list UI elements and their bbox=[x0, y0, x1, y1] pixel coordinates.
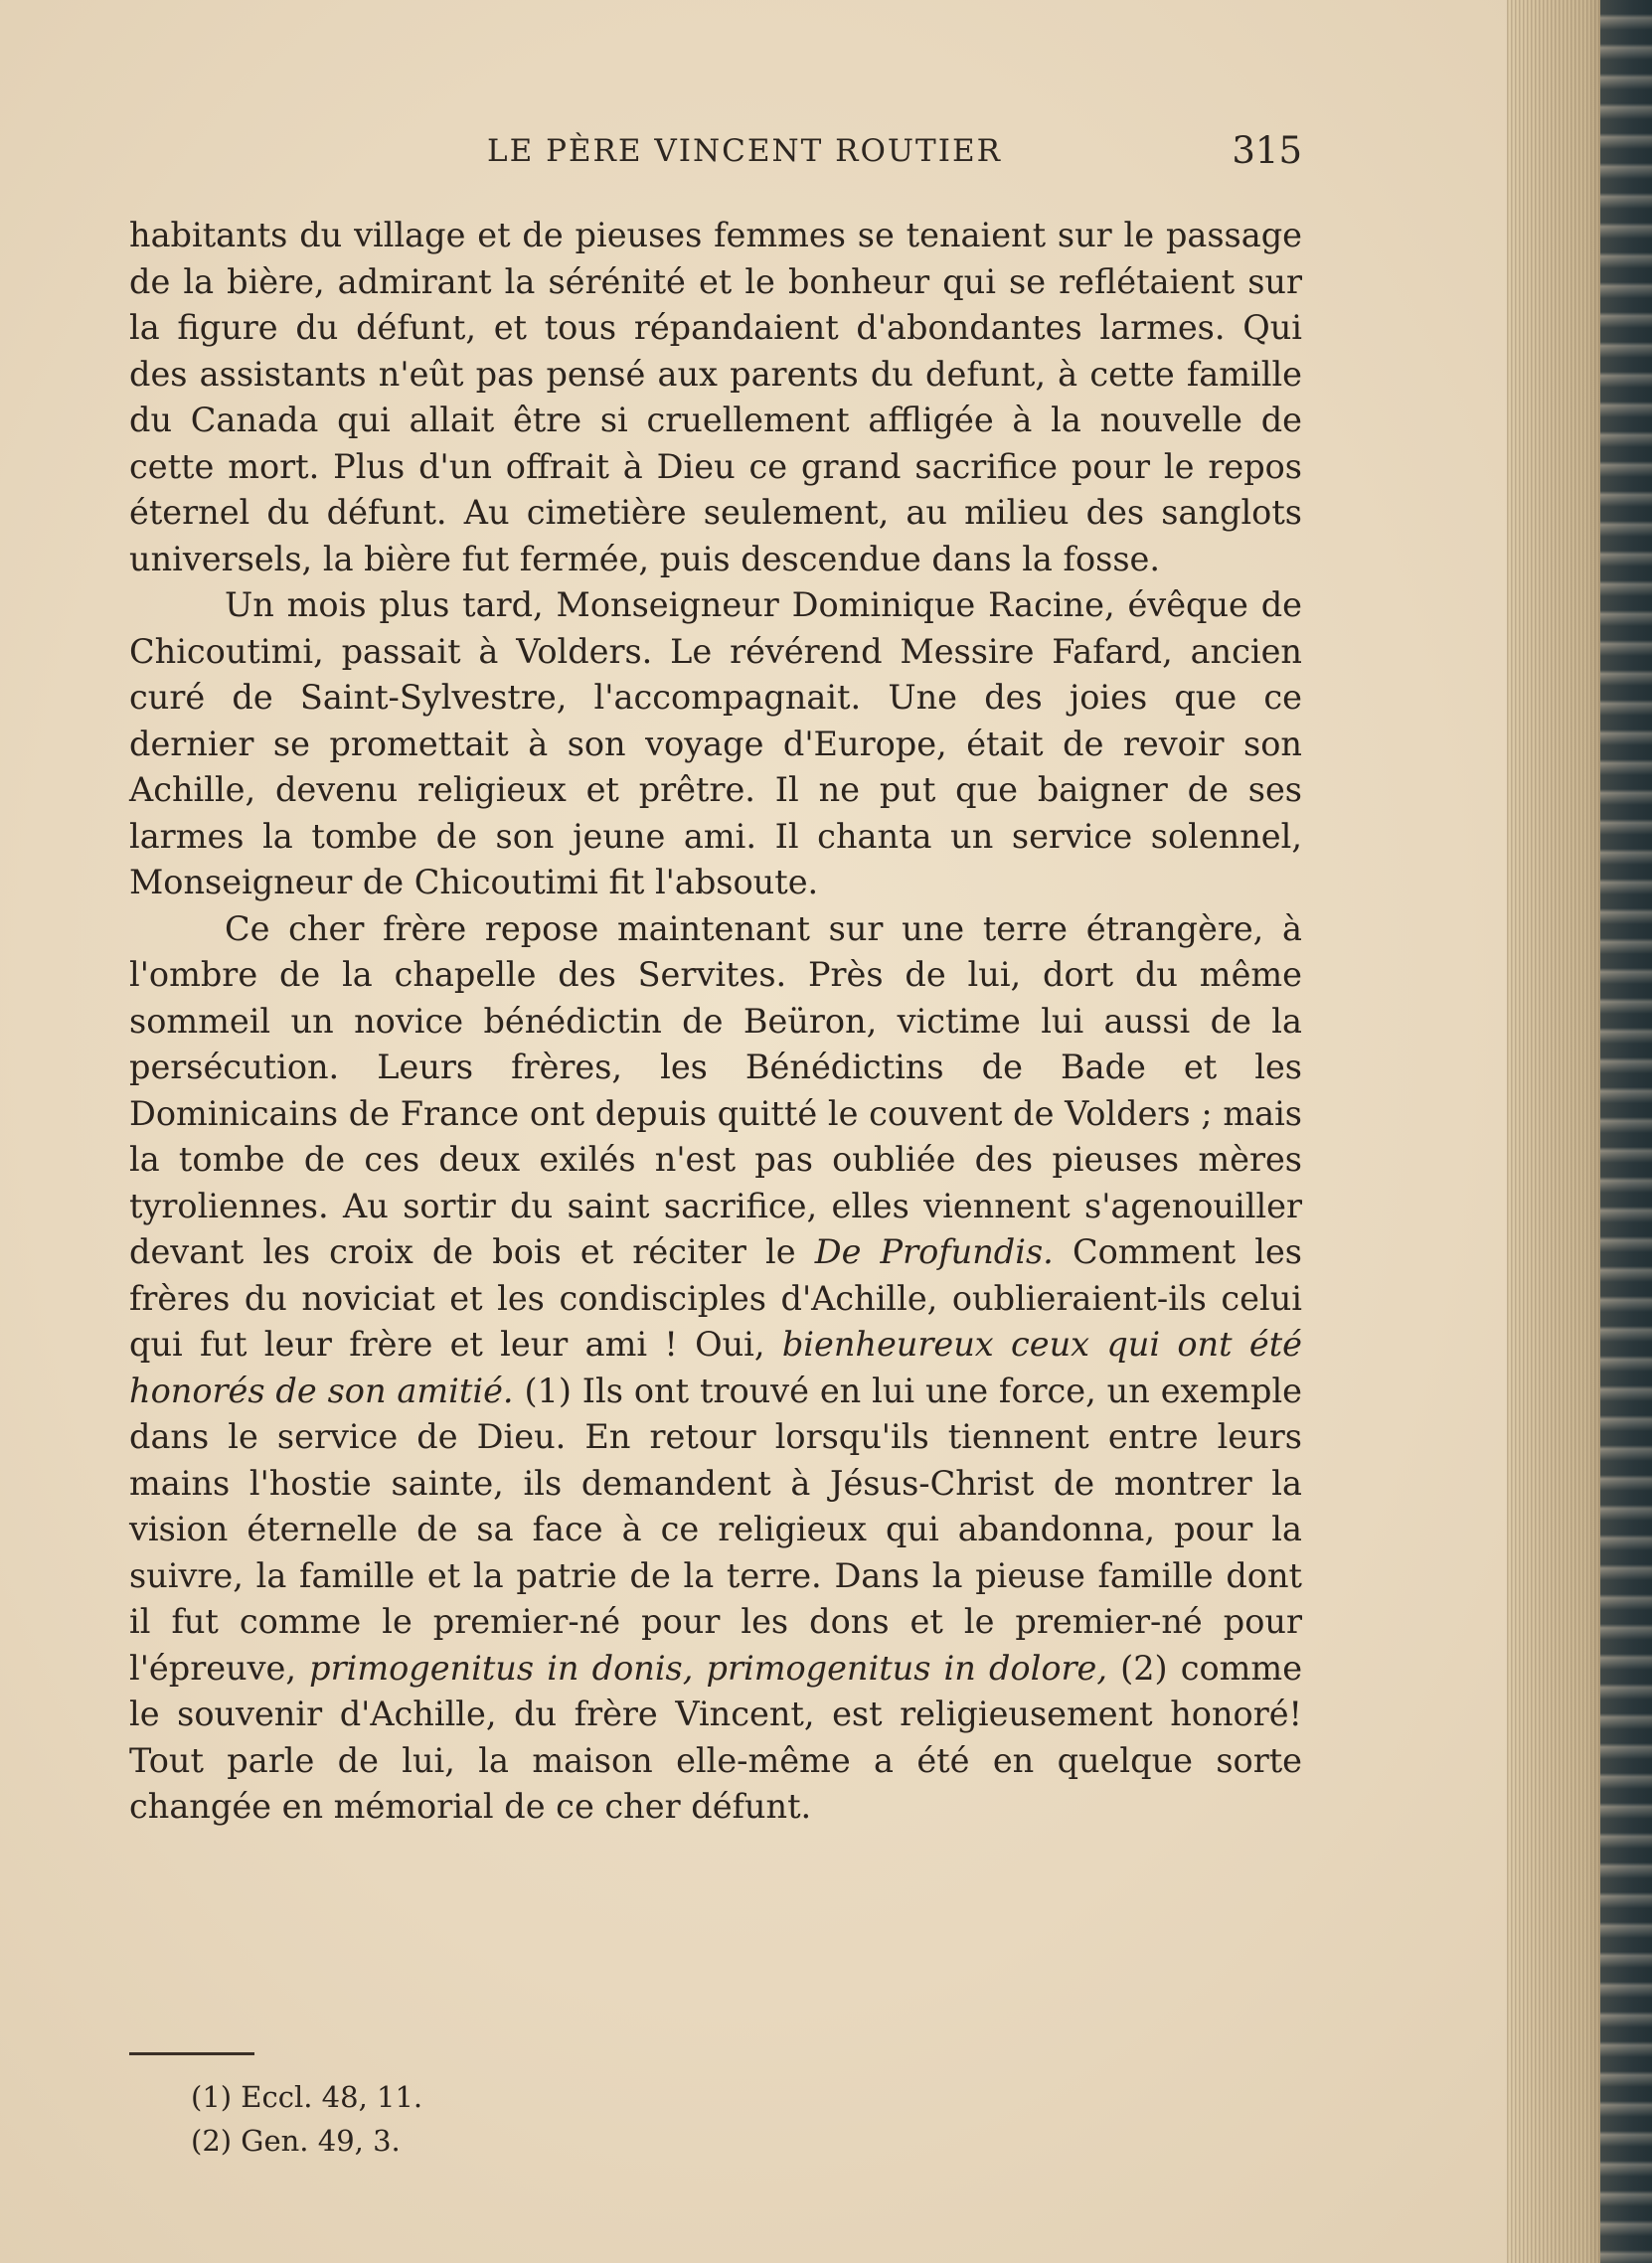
footnote-2: (2) Gen. 49, 3. bbox=[191, 2124, 401, 2158]
body-text bbox=[129, 213, 1302, 1831]
footnotes bbox=[191, 2075, 422, 2163]
paragraph-3-italic-quote: bienheureux ceux qui ont été honorés de son amitié. bbox=[129, 1325, 1303, 1410]
paragraph-3-part-e: (1) Ils ont trouvé en lui une force, un exemple dans le service de Dieu. En retour lorsqu'ils tiennent entre leurs mains l'hostie sainte, ils demandent à Jésus-Christ de montrer la vision éternelle de sa face à ce religieux qui abandonna, pour la suivre, la famille et la patrie de la terre. Dans la pieuse famille dont il fut comme le premier-né pour les dons et le premier-né pour l'épreuve, bbox=[129, 1371, 1302, 1688]
paragraph-3-part-c: Comment les frères du noviciat et les condisciples d'Achille, oublieraient-ils celui qui fut leur frère et leur ami ! Oui, bbox=[129, 1232, 1302, 1364]
paragraph-3-italic-de-profundis: De Profundis. bbox=[814, 1232, 1054, 1271]
page-number: 315 bbox=[1232, 129, 1302, 172]
book-cover-edge bbox=[1600, 0, 1652, 2263]
paragraph-3 bbox=[129, 906, 1302, 1831]
running-head: LE PÈRE VINCENT ROUTIER bbox=[487, 133, 1002, 169]
page-header bbox=[129, 129, 1302, 183]
footnote-rule bbox=[129, 2052, 254, 2055]
paragraph-3-italic-latin: primogenitus in donis, primogenitus in dolore, bbox=[309, 1648, 1107, 1688]
footnote-1: (1) Eccl. 48, 11. bbox=[191, 2080, 423, 2114]
paragraph-2: Un mois plus tard, Monseigneur Dominique Racine, évêque de Chicoutimi, passait à Volders. Le révérend Messire Fafard, ancien curé de Saint-Sylvestre, l'accompagnait. Une des joies que ce dernier se promettait à son voyage d'Europe, était de revoir son Achille, devenu religieux et prêtre. Il ne put que baigner de ses larmes la tombe de son jeune ami. Il chanta un service solennel, Monseigneur de Chicoutimi fit l'absoute. bbox=[129, 585, 1302, 901]
paragraph-1: habitants du village et de pieuses femmes se tenaient sur le passage de la bière, admirant la sérénité et le bonheur qui se reflétaient sur la figure du défunt, et tous répandaient d'abondantes larmes. Qui des assistants n'eût pas pensé aux parents du defunt, à cette famille du Canada qui allait être si cruellement affligée à la nouvelle de cette mort. Plus d'un offrait à Dieu ce grand sacrifice pour le repos éternel du défunt. Au cimetière seulement, au milieu des sanglots universels, la bière fut fermée, puis descendue dans la fosse. bbox=[129, 216, 1302, 578]
paragraph-3-part-g: (2) comme le souvenir d'Achille, du frère Vincent, est religieusement honoré! Tout parle de lui, la maison elle-même a été en quelque sorte changée en mémorial de ce cher défunt. bbox=[129, 1648, 1303, 1826]
paragraph-3-part-a: Ce cher frère repose maintenant sur une terre étrangère, à l'ombre de la chapelle des Servites. Près de lui, dort du même sommeil un novice bénédictin de Beüron, victime lui aussi de la persécution. Leurs frères, les Bénédictins de Bade et les Dominicains de France ont depuis quitté le couvent de Volders ; mais la tombe de ces deux exilés n'est pas oubliée des pieuses mères tyroliennes. Au sortir du saint sacrifice, elles viennent s'agenouiller devant les croix de bois et réciter le bbox=[129, 908, 1302, 1271]
